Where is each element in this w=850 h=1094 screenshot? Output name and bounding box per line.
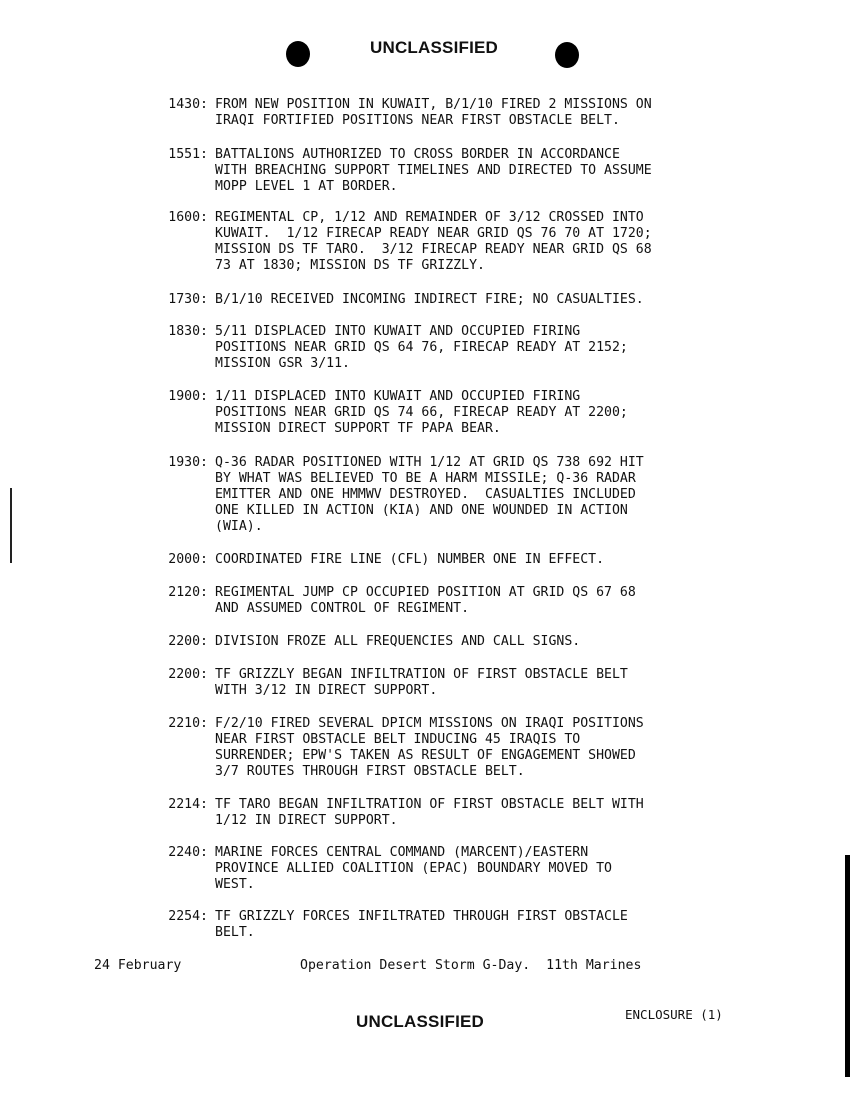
top-classification-marking: UNCLASSIFIED — [370, 38, 499, 57]
entry-text: REGIMENTAL CP, 1/12 AND REMAINDER OF 3/12 CROSSED INTO KUWAIT. 1/12 FIRECAP READY NEAR GRID QS 76 70 AT 1720; MISSION DS TF TARO. 3/12 FIRECAP READY NEAR GRID QS 68 73 AT 1830; MISSION DS TF GRIZZLY. — [215, 210, 652, 274]
entry-time: 1551: — [168, 147, 208, 162]
entry-time: 2000: — [168, 552, 208, 567]
entry-time: 1930: — [168, 455, 208, 470]
entry-time: 1830: — [168, 324, 208, 339]
entry-time: 1430: — [168, 97, 208, 112]
entry-time: 2254: — [168, 909, 208, 924]
entry-time: 1730: — [168, 292, 208, 307]
entry-text: TF GRIZZLY FORCES INFILTRATED THROUGH FIRST OBSTACLE BELT. — [215, 909, 628, 941]
entry-time: 2200: — [168, 667, 208, 682]
entry-text: TF TARO BEGAN INFILTRATION OF FIRST OBSTACLE BELT WITH 1/12 IN DIRECT SUPPORT. — [215, 797, 644, 829]
entry-text: Q-36 RADAR POSITIONED WITH 1/12 AT GRID QS 738 692 HIT BY WHAT WAS BELIEVED TO BE A HARM MISSILE; Q-36 RADAR EMITTER AND ONE HMMWV DESTROYED. CASUALTIES INCLUDED ONE KILLED IN ACTION (KIA) AND ONE WOUNDED IN ACTION (WIA). — [215, 455, 644, 535]
entry-text: 5/11 DISPLACED INTO KUWAIT AND OCCUPIED FIRING POSITIONS NEAR GRID QS 64 76, FIRECAP READY AT 2152; MISSION GSR 3/11. — [215, 324, 628, 372]
entry-time: 2240: — [168, 845, 208, 860]
entry-text: MARINE FORCES CENTRAL COMMAND (MARCENT)/EASTERN PROVINCE ALLIED COALITION (EPAC) BOUNDARY MOVED TO WEST. — [215, 845, 612, 893]
entry-time: 2210: — [168, 716, 208, 731]
scan-margin-mark — [10, 488, 12, 563]
bottom-classification-marking: UNCLASSIFIED — [356, 1012, 485, 1031]
footer-title: Operation Desert Storm G-Day. 11th Marines — [300, 958, 642, 973]
entry-text: FROM NEW POSITION IN KUWAIT, B/1/10 FIRED 2 MISSIONS ON IRAQI FORTIFIED POSITIONS NEAR FIRST OBSTACLE BELT. — [215, 97, 652, 129]
hole-punch-right — [555, 42, 579, 68]
entry-text: B/1/10 RECEIVED INCOMING INDIRECT FIRE; NO CASUALTIES. — [215, 292, 644, 307]
entry-time: 2214: — [168, 797, 208, 812]
hole-punch-left — [286, 41, 310, 67]
entry-time: 2120: — [168, 585, 208, 600]
footer-date: 24 February — [94, 958, 182, 973]
entry-text: REGIMENTAL JUMP CP OCCUPIED POSITION AT GRID QS 67 68 AND ASSUMED CONTROL OF REGIMENT. — [215, 585, 636, 617]
entry-text: 1/11 DISPLACED INTO KUWAIT AND OCCUPIED FIRING POSITIONS NEAR GRID QS 74 66, FIRECAP READY AT 2200; MISSION DIRECT SUPPORT TF PAPA BEAR. — [215, 389, 628, 437]
enclosure-label: ENCLOSURE (1) — [625, 1007, 723, 1022]
entry-text: BATTALIONS AUTHORIZED TO CROSS BORDER IN ACCORDANCE WITH BREACHING SUPPORT TIMELINES AND DIRECTED TO ASSUME MOPP LEVEL 1 AT BORDER. — [215, 147, 652, 195]
entry-text: F/2/10 FIRED SEVERAL DPICM MISSIONS ON IRAQI POSITIONS NEAR FIRST OBSTACLE BELT INDUCING 45 IRAQIS TO SURRENDER; EPW'S TAKEN AS RESULT OF ENGAGEMENT SHOWED 3/7 ROUTES THROUGH FIRST OBSTACLE BELT. — [215, 716, 644, 780]
entry-time: 1900: — [168, 389, 208, 404]
entry-text: DIVISION FROZE ALL FREQUENCIES AND CALL SIGNS. — [215, 634, 581, 649]
entry-time: 1600: — [168, 210, 208, 225]
scan-edge-shadow — [845, 855, 850, 1077]
entry-text: TF GRIZZLY BEGAN INFILTRATION OF FIRST OBSTACLE BELT WITH 3/12 IN DIRECT SUPPORT. — [215, 667, 628, 699]
entry-time: 2200: — [168, 634, 208, 649]
entry-text: COORDINATED FIRE LINE (CFL) NUMBER ONE IN EFFECT. — [215, 552, 605, 567]
